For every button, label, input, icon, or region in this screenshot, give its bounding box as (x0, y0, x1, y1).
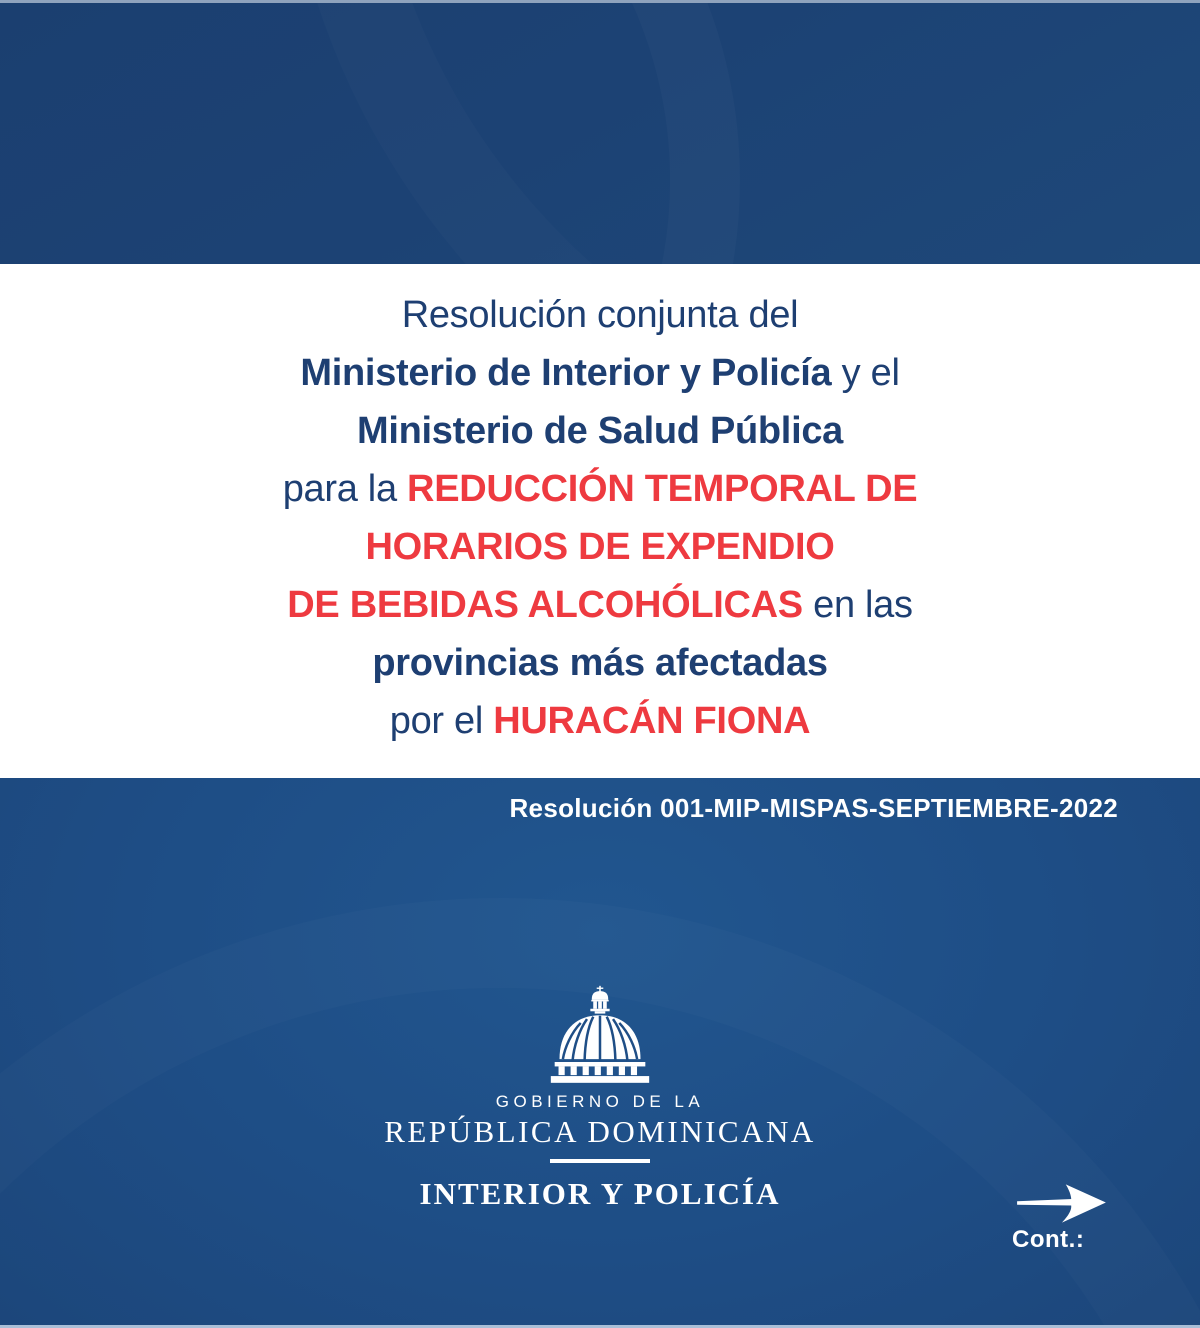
title-line (0, 518, 1200, 576)
title-line (0, 634, 1200, 692)
continuation-label: Cont.: (1012, 1226, 1085, 1253)
logo-divider (550, 1159, 650, 1163)
logo-ministry-line: INTERIOR Y POLICÍA (419, 1176, 781, 1211)
decorative-arc (0, 0, 740, 264)
decorative-arc (280, 0, 1200, 264)
government-logo (340, 984, 860, 1209)
title-segment: y el (831, 352, 900, 394)
title-section (0, 264, 1200, 778)
title-segment: Ministerio de Salud Pública (357, 410, 843, 452)
title-segment: Ministerio de Interior y Policía (300, 352, 832, 394)
title-segment: provincias más afectadas (372, 642, 828, 684)
top-banner-band (0, 0, 1200, 264)
resolution-number: Resolución 001-MIP-MISPAS-SEPTIEMBRE-2022 (509, 793, 1118, 823)
title-line (0, 286, 1200, 344)
title-segment: por el (389, 700, 494, 742)
title-segment: para la (282, 468, 408, 510)
title-segment: REDUCCIÓN TEMPORAL DE (407, 468, 918, 510)
logo-country-line: REPÚBLICA DOMINICANA (384, 1114, 816, 1149)
title-segment: HURACÁN FIONA (493, 700, 811, 742)
top-edge-strip (0, 0, 1200, 3)
title-line (0, 344, 1200, 402)
title-segment: en las (802, 584, 913, 626)
continuation-marker (1012, 1182, 1124, 1254)
title-segment: HORARIOS DE EXPENDIO (365, 526, 835, 568)
title-line (0, 460, 1200, 518)
right-arrow-icon (1014, 1182, 1108, 1224)
title-line (0, 576, 1200, 634)
title-line (0, 692, 1200, 750)
title-segment: Resolución conjunta del (401, 294, 799, 336)
title-segment: DE BEBIDAS ALCOHÓLICAS (287, 584, 803, 626)
title-line (0, 402, 1200, 460)
national-palace-dome-icon (546, 984, 654, 1086)
logo-government-line: GOBIERNO DE LA (495, 1092, 705, 1111)
lower-panel (0, 778, 1200, 1328)
